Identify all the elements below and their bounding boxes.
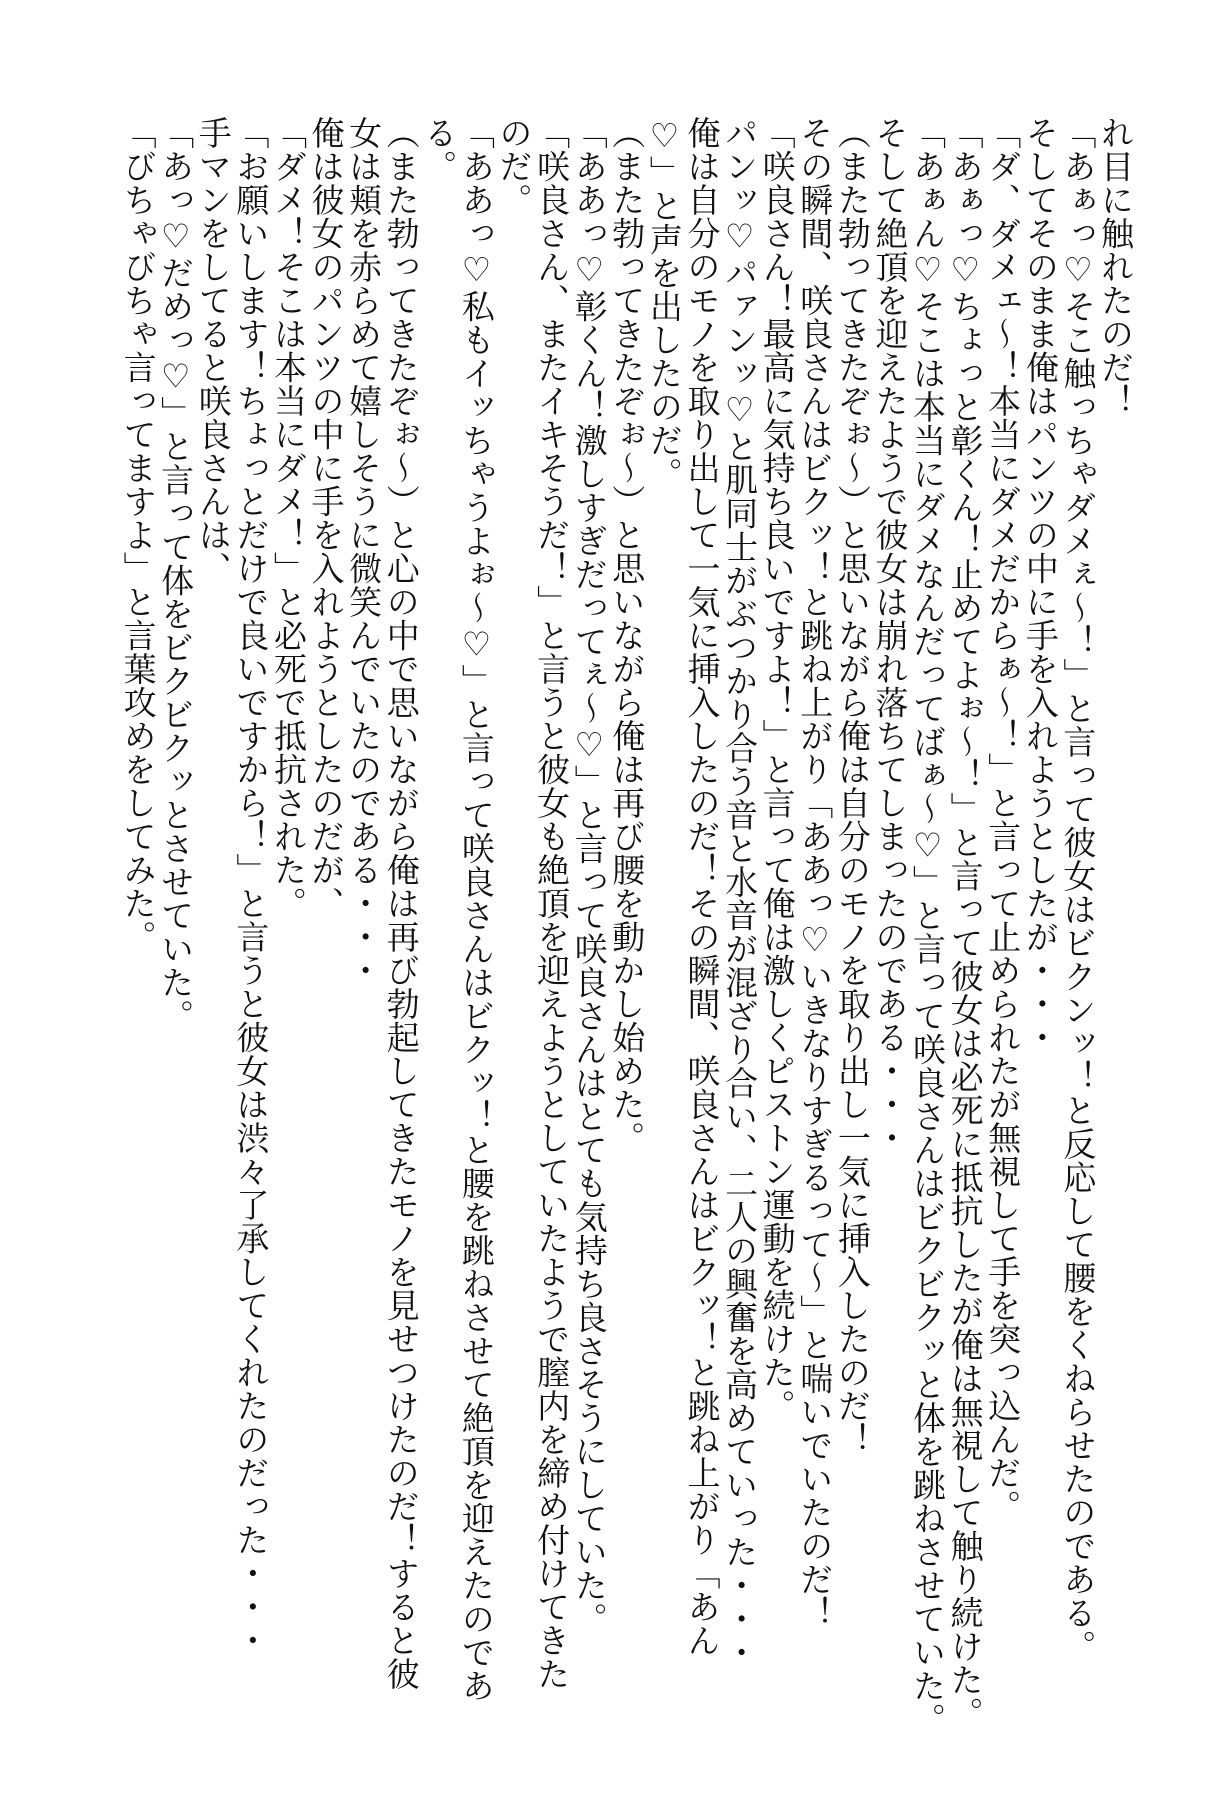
text-column: 「ああっ♡私もイッちゃうよぉ～♡」と言って咲良さんはビクッ！と腰を跳ねさせて絶頂を迎えたのであ xyxy=(456,116,496,1703)
text-column: れ目に触れたのだ！ xyxy=(1096,116,1135,418)
text-column: （また勃ってきたぞぉ～）と思いながら俺は自分のモノを取り出し一気に挿入したのだ！ xyxy=(832,116,872,1456)
text-column: （また勃ってきたぞぉ～）と思いながら俺は再び腰を動かし始めた。 xyxy=(607,116,647,1155)
text-column: 「あぁっ♡ちょっと彰くん！止めてよぉ～！」と言って彼女は必死に抵抗したが俺は無視して触り続けた。 xyxy=(945,116,985,1730)
text-column: 「あっ♡だめっ♡」と言って体をビクビクッとさせていた。 xyxy=(156,116,196,1033)
text-column: パンッ♡パァンッ♡と肌同士がぶつかり合う音と水音が混ざり合い、二人の興奮を高めていった・・・ xyxy=(720,116,760,1669)
text-column: る。 xyxy=(419,116,459,183)
text-column: （また勃ってきたぞぉ～）と心の中で思いながら俺は再び勃起してきたモノを見せつけたのだ！すると彼 xyxy=(381,116,421,1691)
text-column: 「ああっ♡彰くん！激しすぎだってぇ～♡」と言って咲良さんはとても気持ち良さそうにしていた。 xyxy=(569,116,609,1636)
text-column: 「咲良さん！最高に気持ち良いですよ！」と言って俺は激しくピストン運動を続けた。 xyxy=(757,116,797,1423)
text-column: 俺は自分のモノを取り出して一気に挿入したのだ！その瞬間、咲良さんはビクッ！と跳ね上がり「あん xyxy=(682,116,722,1657)
text-column: 女は頬を赤らめて嬉しそうに微笑んでいたのである・・・ xyxy=(344,116,384,987)
text-column: そしてそのまま俺はパンツの中に手を入れようとしたが・・・ xyxy=(1020,116,1060,1054)
text-column: 「ダ、ダメェ～！本当にダメだからぁ～！」と言って止められたが無視して手を突っ込んだ。 xyxy=(983,116,1023,1523)
text-column: ♡」と声を出したのだ。 xyxy=(644,116,684,491)
text-column: 俺は彼女のパンツの中に手を入れようとしたのだが、 xyxy=(306,116,346,920)
text-column: 「あぁん♡そこは本当にダメなんだってばぁ～♡」と言って咲良さんはビクビクッと体を跳ねさせていた。 xyxy=(908,116,948,1736)
text-column: 「お願いします！ちょっとだけで良いですから！」と言うと彼女は渋々了承してくれたのだった・・・ xyxy=(231,116,271,1657)
text-column: のだ。 xyxy=(494,116,534,217)
text-column: 「あぁっ♡そこ触っちゃダメぇ～！」と言って彼女はビクンッ！と反応して腰をくねらせたのである。 xyxy=(1058,116,1098,1663)
vertical-text-page xyxy=(119,116,1134,1756)
text-column: そして絶頂を迎えたようで彼女は崩れ落ちてしまったのである・・・ xyxy=(870,116,910,1155)
text-column: 手マンをしてると咲良さんは、 xyxy=(193,116,233,585)
text-column: 「咲良さん、またイキそうだ！」と言うと彼女も絶頂を迎えようとしていたようで膣内を締め付けてきた xyxy=(532,116,572,1691)
text-column: 「ダメ！そこは本当にダメ！」と必死で抵抗された。 xyxy=(268,116,308,920)
text-column: 「びちゃびちゃ言ってますよ」と言葉攻めをしてみた。 xyxy=(118,116,158,954)
text-column: その瞬間、咲良さんはビクッ！と跳ね上がり「ああっ♡いきなりすぎるって～」と喘いでいたのだ！ xyxy=(795,116,835,1630)
